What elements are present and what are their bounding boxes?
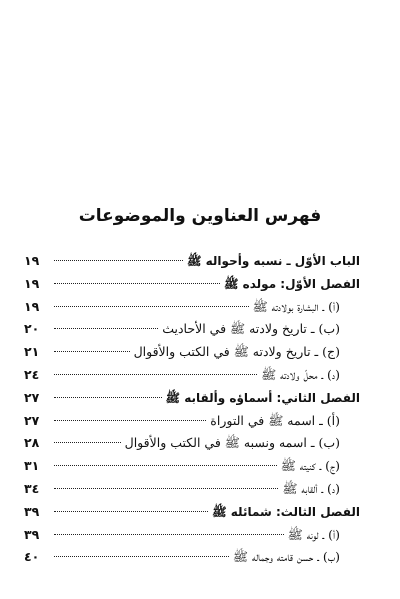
toc-subsection-entry <box>24 410 360 433</box>
toc-chapter-entry <box>24 273 360 296</box>
toc-entry-label: (ج) ـ تاريخ ولادته ﷺ في الكتب والأقوال <box>133 344 340 360</box>
toc-entry-label: (ب) ـ حسن قامته وجماله ﷺ <box>232 549 340 565</box>
toc-entry-label: الفصل الثاني: أسماؤه وألقابه ﷺ <box>165 390 360 405</box>
toc-entry-label: الفصل الأوّل: مولده ﷺ <box>223 276 360 291</box>
toc-entry-label: (ب) ـ اسمه ونسبه ﷺ في الكتب والأقوال <box>124 435 340 451</box>
toc-entry-label: (أ) ـ لونه ﷺ <box>287 526 340 542</box>
toc-subsection-entry <box>24 524 360 547</box>
toc-page-number: ١٩ <box>24 298 40 314</box>
toc-entry-label: (أ) ـ اسمه ﷺ في التوراة <box>210 412 340 428</box>
toc-entry-label: (د) ـ محلّ ولادته ﷺ <box>261 366 340 382</box>
toc-subsection-entry <box>24 455 360 478</box>
toc-page-number: ٣٤ <box>24 480 40 496</box>
toc-page-number: ٢٤ <box>24 366 40 382</box>
dot-leader <box>54 305 249 307</box>
dot-leader <box>54 533 284 535</box>
dot-leader <box>54 373 257 375</box>
toc-page-number: ٣١ <box>24 458 40 474</box>
toc-page-number: ٢١ <box>24 344 40 360</box>
toc-page-number: ٢٨ <box>24 435 40 451</box>
toc-page-number: ٢٧ <box>24 389 40 405</box>
dot-leader <box>54 419 206 421</box>
toc-entry-label: (أ) ـ البشارة بولادته ﷺ <box>252 298 340 314</box>
toc-subsection-entry <box>24 546 360 569</box>
toc-page-number: ٢٧ <box>24 412 40 428</box>
toc-subsection-entry <box>24 318 360 341</box>
dot-leader <box>54 555 229 557</box>
dot-leader <box>54 510 208 512</box>
dot-leader <box>54 396 162 398</box>
toc-entry-label: الفصل الثالث: شمائله ﷺ <box>212 504 360 519</box>
toc-page-number: ٤٠ <box>24 549 40 565</box>
dot-leader <box>54 350 130 352</box>
toc-subsection-entry <box>24 478 360 501</box>
toc-entry-label: الباب الأوّل ـ نسبه وأحواله ﷺ <box>186 254 360 268</box>
toc-entry-label: (ج) ـ كنيته ﷺ <box>280 458 340 474</box>
toc-entry-label: (ب) ـ تاريخ ولادته ﷺ في الأحاديث <box>162 321 340 337</box>
toc-page-number: ٣٩ <box>24 526 40 542</box>
toc-chapter-entry <box>24 501 360 524</box>
toc-chapter-entry <box>24 387 360 410</box>
table-of-contents <box>24 250 360 569</box>
toc-page-number: ٣٩ <box>24 503 40 519</box>
dot-leader <box>54 327 158 329</box>
dot-leader <box>54 464 277 466</box>
toc-entry-label: (د) ـ ألقابه ﷺ <box>282 480 340 496</box>
dot-leader <box>54 282 220 284</box>
toc-page-number: ٢٠ <box>24 321 40 337</box>
page-title: فهرس العناوين والموضوعات <box>78 206 322 226</box>
dot-leader <box>54 441 121 443</box>
toc-subsection-entry <box>24 341 360 364</box>
toc-page-number: ١٩ <box>24 275 40 291</box>
toc-chapter-entry <box>24 250 360 273</box>
toc-subsection-entry <box>24 364 360 387</box>
dot-leader <box>54 487 278 489</box>
toc-subsection-entry <box>24 432 360 455</box>
toc-page-number: ١٩ <box>24 253 40 268</box>
dot-leader <box>54 259 183 261</box>
toc-subsection-entry <box>24 296 360 319</box>
